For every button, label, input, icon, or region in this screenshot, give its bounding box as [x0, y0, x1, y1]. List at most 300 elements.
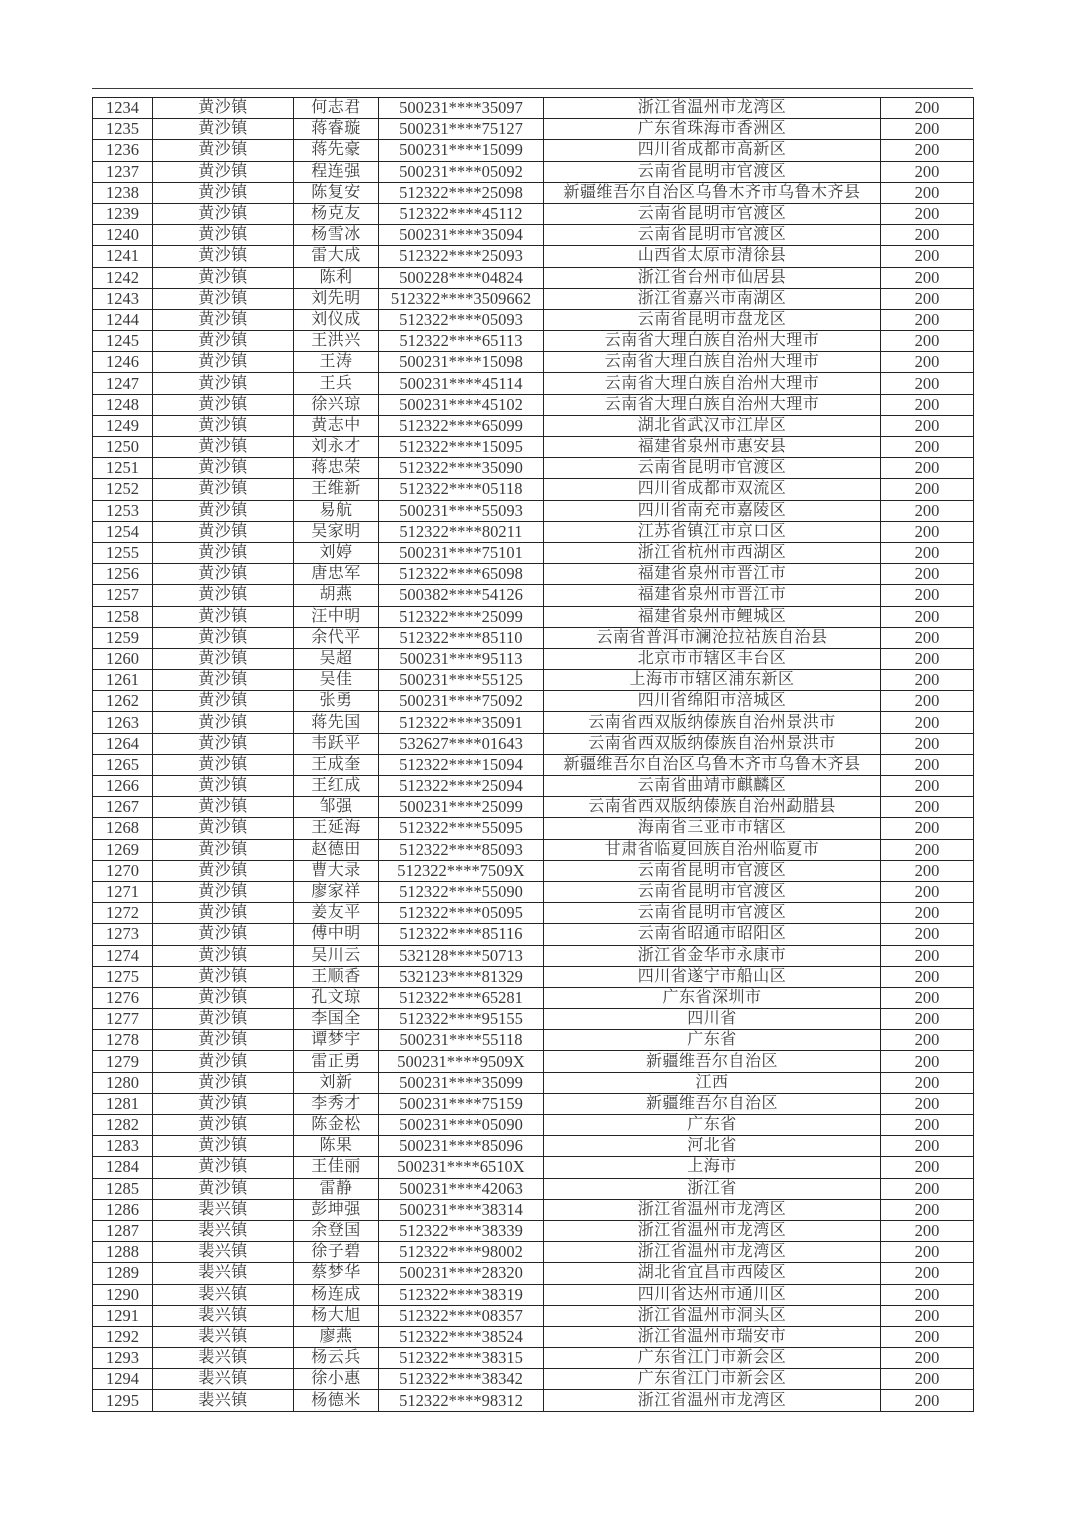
- cell-region: 云南省大理白族自治州大理市: [544, 352, 881, 373]
- cell-masked-id: 500231****45102: [379, 394, 544, 415]
- cell-masked-id: 512322****05093: [379, 309, 544, 330]
- cell-town: 裴兴镇: [153, 1199, 294, 1220]
- cell-amount: 200: [881, 288, 974, 309]
- cell-amount: 200: [881, 648, 974, 669]
- cell-person-name: 姜友平: [294, 903, 379, 924]
- cell-person-name: 徐兴琼: [294, 394, 379, 415]
- cell-serial-number: 1250: [93, 437, 153, 458]
- cell-region: 云南省昆明市官渡区: [544, 203, 881, 224]
- table-row: [93, 267, 974, 288]
- cell-amount: 200: [881, 945, 974, 966]
- cell-town: 黄沙镇: [153, 776, 294, 797]
- cell-amount: 200: [881, 309, 974, 330]
- cell-region: 福建省泉州市惠安县: [544, 437, 881, 458]
- cell-masked-id: 512322****45112: [379, 203, 544, 224]
- cell-masked-id: 512322****65281: [379, 987, 544, 1008]
- cell-amount: 200: [881, 267, 974, 288]
- cell-amount: 200: [881, 119, 974, 140]
- cell-amount: 200: [881, 1220, 974, 1241]
- cell-region: 浙江省: [544, 1178, 881, 1199]
- cell-person-name: 王维新: [294, 479, 379, 500]
- cell-serial-number: 1249: [93, 415, 153, 436]
- cell-town: 黄沙镇: [153, 98, 294, 119]
- table-row: [93, 1136, 974, 1157]
- cell-serial-number: 1242: [93, 267, 153, 288]
- cell-amount: 200: [881, 246, 974, 267]
- cell-amount: 200: [881, 1348, 974, 1369]
- cell-amount: 200: [881, 818, 974, 839]
- cell-serial-number: 1235: [93, 119, 153, 140]
- cell-person-name: 徐子碧: [294, 1242, 379, 1263]
- cell-town: 黄沙镇: [153, 331, 294, 352]
- cell-region: 云南省昆明市官渡区: [544, 860, 881, 881]
- cell-amount: 200: [881, 860, 974, 881]
- cell-town: 黄沙镇: [153, 288, 294, 309]
- cell-person-name: 蒋睿璇: [294, 119, 379, 140]
- cell-amount: 200: [881, 712, 974, 733]
- table-row: [93, 712, 974, 733]
- cell-serial-number: 1282: [93, 1115, 153, 1136]
- cell-serial-number: 1280: [93, 1072, 153, 1093]
- cell-town: 黄沙镇: [153, 818, 294, 839]
- cell-region: 四川省遂宁市船山区: [544, 966, 881, 987]
- cell-masked-id: 500231****75101: [379, 542, 544, 563]
- cell-town: 黄沙镇: [153, 924, 294, 945]
- cell-town: 黄沙镇: [153, 182, 294, 203]
- cell-serial-number: 1267: [93, 797, 153, 818]
- cell-town: 黄沙镇: [153, 648, 294, 669]
- cell-serial-number: 1293: [93, 1348, 153, 1369]
- cell-region: 上海市: [544, 1157, 881, 1178]
- cell-region: 云南省大理白族自治州大理市: [544, 394, 881, 415]
- cell-town: 黄沙镇: [153, 670, 294, 691]
- cell-masked-id: 532627****01643: [379, 733, 544, 754]
- cell-serial-number: 1252: [93, 479, 153, 500]
- cell-region: 浙江省杭州市西湖区: [544, 542, 881, 563]
- table-row: [93, 691, 974, 712]
- cell-region: 云南省昆明市盘龙区: [544, 309, 881, 330]
- cell-amount: 200: [881, 98, 974, 119]
- cell-amount: 200: [881, 1009, 974, 1030]
- table-row: [93, 945, 974, 966]
- cell-masked-id: 512322****55095: [379, 818, 544, 839]
- cell-person-name: 王兵: [294, 373, 379, 394]
- cell-town: 裴兴镇: [153, 1369, 294, 1390]
- table-row: [93, 564, 974, 585]
- table-row: [93, 203, 974, 224]
- cell-town: 黄沙镇: [153, 987, 294, 1008]
- cell-person-name: 傅中明: [294, 924, 379, 945]
- cell-person-name: 杨德米: [294, 1390, 379, 1411]
- table-row: [93, 754, 974, 775]
- cell-serial-number: 1287: [93, 1220, 153, 1241]
- cell-region: 浙江省台州市仙居县: [544, 267, 881, 288]
- cell-amount: 200: [881, 437, 974, 458]
- cell-amount: 200: [881, 415, 974, 436]
- table-row: [93, 881, 974, 902]
- cell-town: 黄沙镇: [153, 903, 294, 924]
- table-row: [93, 839, 974, 860]
- cell-person-name: 彭坤强: [294, 1199, 379, 1220]
- cell-person-name: 雷大成: [294, 246, 379, 267]
- cell-town: 黄沙镇: [153, 585, 294, 606]
- cell-serial-number: 1248: [93, 394, 153, 415]
- table-row: [93, 1199, 974, 1220]
- table-row: [93, 1051, 974, 1072]
- cell-person-name: 王红成: [294, 776, 379, 797]
- cell-town: 裴兴镇: [153, 1242, 294, 1263]
- cell-town: 黄沙镇: [153, 1178, 294, 1199]
- cell-person-name: 邹强: [294, 797, 379, 818]
- cell-person-name: 蒋忠荣: [294, 458, 379, 479]
- cell-town: 裴兴镇: [153, 1305, 294, 1326]
- cell-serial-number: 1258: [93, 606, 153, 627]
- cell-region: 新疆维吾尔自治区: [544, 1093, 881, 1114]
- cell-town: 黄沙镇: [153, 606, 294, 627]
- cell-region: 云南省昆明市官渡区: [544, 881, 881, 902]
- cell-region: 湖北省宜昌市西陵区: [544, 1263, 881, 1284]
- cell-serial-number: 1234: [93, 98, 153, 119]
- cell-amount: 200: [881, 458, 974, 479]
- cell-region: 云南省西双版纳傣族自治州景洪市: [544, 712, 881, 733]
- cell-region: 云南省大理白族自治州大理市: [544, 331, 881, 352]
- table-row: [93, 1305, 974, 1326]
- cell-person-name: 王涛: [294, 352, 379, 373]
- cell-masked-id: 512322****25099: [379, 606, 544, 627]
- table-row: [93, 161, 974, 182]
- cell-town: 黄沙镇: [153, 352, 294, 373]
- cell-person-name: 王成奎: [294, 754, 379, 775]
- cell-serial-number: 1291: [93, 1305, 153, 1326]
- cell-person-name: 李国全: [294, 1009, 379, 1030]
- cell-serial-number: 1276: [93, 987, 153, 1008]
- cell-serial-number: 1261: [93, 670, 153, 691]
- table-row: [93, 1030, 974, 1051]
- cell-serial-number: 1275: [93, 966, 153, 987]
- cell-masked-id: 512322****38319: [379, 1284, 544, 1305]
- cell-amount: 200: [881, 140, 974, 161]
- cell-region: 云南省曲靖市麒麟区: [544, 776, 881, 797]
- cell-serial-number: 1246: [93, 352, 153, 373]
- cell-masked-id: 500231****75092: [379, 691, 544, 712]
- cell-amount: 200: [881, 776, 974, 797]
- cell-region: 北京市市辖区丰台区: [544, 648, 881, 669]
- cell-masked-id: 512322****85110: [379, 627, 544, 648]
- cell-region: 新疆维吾尔自治区: [544, 1051, 881, 1072]
- cell-amount: 200: [881, 1157, 974, 1178]
- cell-amount: 200: [881, 1242, 974, 1263]
- cell-town: 黄沙镇: [153, 1115, 294, 1136]
- cell-serial-number: 1239: [93, 203, 153, 224]
- table-row: [93, 394, 974, 415]
- cell-amount: 200: [881, 161, 974, 182]
- cell-amount: 200: [881, 966, 974, 987]
- cell-person-name: 杨雪冰: [294, 225, 379, 246]
- cell-masked-id: 500231****9509X: [379, 1051, 544, 1072]
- cell-serial-number: 1236: [93, 140, 153, 161]
- cell-town: 裴兴镇: [153, 1284, 294, 1305]
- cell-region: 浙江省嘉兴市南湖区: [544, 288, 881, 309]
- cell-masked-id: 500231****05090: [379, 1115, 544, 1136]
- table-row: [93, 670, 974, 691]
- cell-masked-id: 500231****05092: [379, 161, 544, 182]
- table-row: [93, 458, 974, 479]
- cell-town: 黄沙镇: [153, 373, 294, 394]
- cell-person-name: 蒋先豪: [294, 140, 379, 161]
- cell-serial-number: 1278: [93, 1030, 153, 1051]
- cell-serial-number: 1266: [93, 776, 153, 797]
- cell-person-name: 吴川云: [294, 945, 379, 966]
- cell-town: 裴兴镇: [153, 1326, 294, 1347]
- cell-amount: 200: [881, 1178, 974, 1199]
- cell-masked-id: 500231****35097: [379, 98, 544, 119]
- beneficiary-table: [92, 97, 974, 1412]
- table-row: [93, 1093, 974, 1114]
- cell-person-name: 蔡梦华: [294, 1263, 379, 1284]
- table-row: [93, 1242, 974, 1263]
- cell-town: 黄沙镇: [153, 394, 294, 415]
- cell-serial-number: 1244: [93, 309, 153, 330]
- cell-serial-number: 1272: [93, 903, 153, 924]
- cell-masked-id: 512322****80211: [379, 521, 544, 542]
- cell-person-name: 易航: [294, 500, 379, 521]
- cell-amount: 200: [881, 1051, 974, 1072]
- cell-amount: 200: [881, 331, 974, 352]
- cell-region: 江苏省镇江市京口区: [544, 521, 881, 542]
- cell-town: 黄沙镇: [153, 500, 294, 521]
- cell-region: 福建省泉州市鲤城区: [544, 606, 881, 627]
- table-row: [93, 1157, 974, 1178]
- cell-amount: 200: [881, 1030, 974, 1051]
- cell-amount: 200: [881, 182, 974, 203]
- cell-person-name: 廖燕: [294, 1326, 379, 1347]
- cell-region: 四川省达州市通川区: [544, 1284, 881, 1305]
- cell-masked-id: 500231****55118: [379, 1030, 544, 1051]
- cell-person-name: 王延海: [294, 818, 379, 839]
- table-row: [93, 119, 974, 140]
- cell-person-name: 陈复安: [294, 182, 379, 203]
- cell-person-name: 张勇: [294, 691, 379, 712]
- cell-amount: 200: [881, 1326, 974, 1347]
- cell-person-name: 杨云兵: [294, 1348, 379, 1369]
- cell-amount: 200: [881, 924, 974, 945]
- cell-region: 广东省江门市新会区: [544, 1348, 881, 1369]
- cell-masked-id: 512322****65099: [379, 415, 544, 436]
- cell-amount: 200: [881, 1115, 974, 1136]
- cell-masked-id: 500231****75159: [379, 1093, 544, 1114]
- cell-serial-number: 1253: [93, 500, 153, 521]
- cell-masked-id: 512322****35090: [379, 458, 544, 479]
- cell-region: 海南省三亚市市辖区: [544, 818, 881, 839]
- cell-amount: 200: [881, 1305, 974, 1326]
- cell-serial-number: 1251: [93, 458, 153, 479]
- cell-amount: 200: [881, 1284, 974, 1305]
- cell-serial-number: 1241: [93, 246, 153, 267]
- table-row: [93, 225, 974, 246]
- cell-amount: 200: [881, 394, 974, 415]
- cell-masked-id: 512322****08357: [379, 1305, 544, 1326]
- cell-region: 浙江省温州市瑞安市: [544, 1326, 881, 1347]
- cell-amount: 200: [881, 987, 974, 1008]
- cell-masked-id: 500231****55125: [379, 670, 544, 691]
- cell-region: 湖北省武汉市江岸区: [544, 415, 881, 436]
- cell-region: 云南省昆明市官渡区: [544, 458, 881, 479]
- cell-masked-id: 500231****38314: [379, 1199, 544, 1220]
- table-row: [93, 860, 974, 881]
- cell-amount: 200: [881, 1136, 974, 1157]
- cell-masked-id: 532128****50713: [379, 945, 544, 966]
- cell-person-name: 雷正勇: [294, 1051, 379, 1072]
- cell-amount: 200: [881, 542, 974, 563]
- table-row: [93, 966, 974, 987]
- cell-region: 浙江省温州市龙湾区: [544, 1199, 881, 1220]
- table-row: [93, 776, 974, 797]
- cell-amount: 200: [881, 627, 974, 648]
- cell-person-name: 陈果: [294, 1136, 379, 1157]
- cell-person-name: 唐忠军: [294, 564, 379, 585]
- cell-person-name: 杨连成: [294, 1284, 379, 1305]
- cell-person-name: 刘永才: [294, 437, 379, 458]
- table-row: [93, 987, 974, 1008]
- cell-amount: 200: [881, 1199, 974, 1220]
- table-row: [93, 182, 974, 203]
- cell-amount: 200: [881, 373, 974, 394]
- cell-town: 黄沙镇: [153, 1093, 294, 1114]
- table-row: [93, 437, 974, 458]
- cell-serial-number: 1289: [93, 1263, 153, 1284]
- cell-masked-id: 512322****35091: [379, 712, 544, 733]
- cell-region: 江西: [544, 1072, 881, 1093]
- table-row: [93, 1348, 974, 1369]
- cell-serial-number: 1283: [93, 1136, 153, 1157]
- cell-region: 河北省: [544, 1136, 881, 1157]
- cell-masked-id: 500382****54126: [379, 585, 544, 606]
- cell-person-name: 杨克友: [294, 203, 379, 224]
- cell-town: 黄沙镇: [153, 691, 294, 712]
- cell-region: 四川省成都市双流区: [544, 479, 881, 500]
- cell-town: 黄沙镇: [153, 881, 294, 902]
- cell-person-name: 孔文琼: [294, 987, 379, 1008]
- cell-region: 山西省太原市清徐县: [544, 246, 881, 267]
- cell-amount: 200: [881, 733, 974, 754]
- cell-masked-id: 500231****45114: [379, 373, 544, 394]
- cell-amount: 200: [881, 564, 974, 585]
- cell-region: 浙江省金华市永康市: [544, 945, 881, 966]
- cell-amount: 200: [881, 1093, 974, 1114]
- cell-person-name: 刘先明: [294, 288, 379, 309]
- cell-amount: 200: [881, 203, 974, 224]
- cell-town: 黄沙镇: [153, 458, 294, 479]
- cell-town: 黄沙镇: [153, 267, 294, 288]
- table-row: [93, 98, 974, 119]
- cell-town: 黄沙镇: [153, 479, 294, 500]
- cell-serial-number: 1243: [93, 288, 153, 309]
- cell-amount: 200: [881, 881, 974, 902]
- cell-masked-id: 532123****81329: [379, 966, 544, 987]
- cell-person-name: 徐小惠: [294, 1369, 379, 1390]
- cell-serial-number: 1274: [93, 945, 153, 966]
- cell-region: 浙江省温州市龙湾区: [544, 98, 881, 119]
- cell-person-name: 陈利: [294, 267, 379, 288]
- table-row: [93, 1263, 974, 1284]
- table-row: [93, 733, 974, 754]
- cell-region: 四川省南充市嘉陵区: [544, 500, 881, 521]
- cell-town: 黄沙镇: [153, 225, 294, 246]
- cell-amount: 200: [881, 1390, 974, 1411]
- cell-person-name: 韦跃平: [294, 733, 379, 754]
- cell-town: 裴兴镇: [153, 1390, 294, 1411]
- cell-town: 裴兴镇: [153, 1348, 294, 1369]
- cell-serial-number: 1277: [93, 1009, 153, 1030]
- table-row: [93, 585, 974, 606]
- cell-town: 黄沙镇: [153, 415, 294, 436]
- cell-serial-number: 1290: [93, 1284, 153, 1305]
- cell-serial-number: 1237: [93, 161, 153, 182]
- cell-serial-number: 1273: [93, 924, 153, 945]
- cell-town: 黄沙镇: [153, 860, 294, 881]
- cell-person-name: 黄志中: [294, 415, 379, 436]
- cell-town: 黄沙镇: [153, 1009, 294, 1030]
- cell-masked-id: 512322****98002: [379, 1242, 544, 1263]
- cropped-row-border: [92, 88, 973, 89]
- cell-masked-id: 512322****38315: [379, 1348, 544, 1369]
- cell-masked-id: 512322****25098: [379, 182, 544, 203]
- cell-town: 黄沙镇: [153, 712, 294, 733]
- cell-serial-number: 1270: [93, 860, 153, 881]
- cell-region: 云南省昭通市昭阳区: [544, 924, 881, 945]
- cell-masked-id: 500231****42063: [379, 1178, 544, 1199]
- table-row: [93, 797, 974, 818]
- table-row: [93, 1115, 974, 1136]
- table-row: [93, 1072, 974, 1093]
- cell-town: 裴兴镇: [153, 1263, 294, 1284]
- cell-region: 云南省西双版纳傣族自治州勐腊县: [544, 797, 881, 818]
- table-row: [93, 479, 974, 500]
- cell-town: 黄沙镇: [153, 1051, 294, 1072]
- cell-person-name: 吴佳: [294, 670, 379, 691]
- cell-masked-id: 512322****38339: [379, 1220, 544, 1241]
- cell-serial-number: 1257: [93, 585, 153, 606]
- table-row: [93, 500, 974, 521]
- cell-town: 黄沙镇: [153, 437, 294, 458]
- cell-person-name: 雷静: [294, 1178, 379, 1199]
- table-row: [93, 903, 974, 924]
- table-row: [93, 818, 974, 839]
- cell-town: 黄沙镇: [153, 309, 294, 330]
- cell-region: 浙江省温州市洞头区: [544, 1305, 881, 1326]
- cell-serial-number: 1288: [93, 1242, 153, 1263]
- cell-masked-id: 512322****7509X: [379, 860, 544, 881]
- cell-person-name: 胡燕: [294, 585, 379, 606]
- cell-serial-number: 1245: [93, 331, 153, 352]
- table-row: [93, 1178, 974, 1199]
- cell-amount: 200: [881, 797, 974, 818]
- cell-serial-number: 1255: [93, 542, 153, 563]
- cell-serial-number: 1292: [93, 1326, 153, 1347]
- cell-amount: 200: [881, 521, 974, 542]
- cell-person-name: 刘婷: [294, 542, 379, 563]
- cell-masked-id: 512322****55090: [379, 881, 544, 902]
- table-row: [93, 373, 974, 394]
- cell-serial-number: 1271: [93, 881, 153, 902]
- cell-town: 黄沙镇: [153, 1072, 294, 1093]
- cell-town: 黄沙镇: [153, 564, 294, 585]
- cell-region: 福建省泉州市晋江市: [544, 564, 881, 585]
- cell-person-name: 刘仪成: [294, 309, 379, 330]
- cell-serial-number: 1268: [93, 818, 153, 839]
- cell-amount: 200: [881, 691, 974, 712]
- cell-town: 黄沙镇: [153, 140, 294, 161]
